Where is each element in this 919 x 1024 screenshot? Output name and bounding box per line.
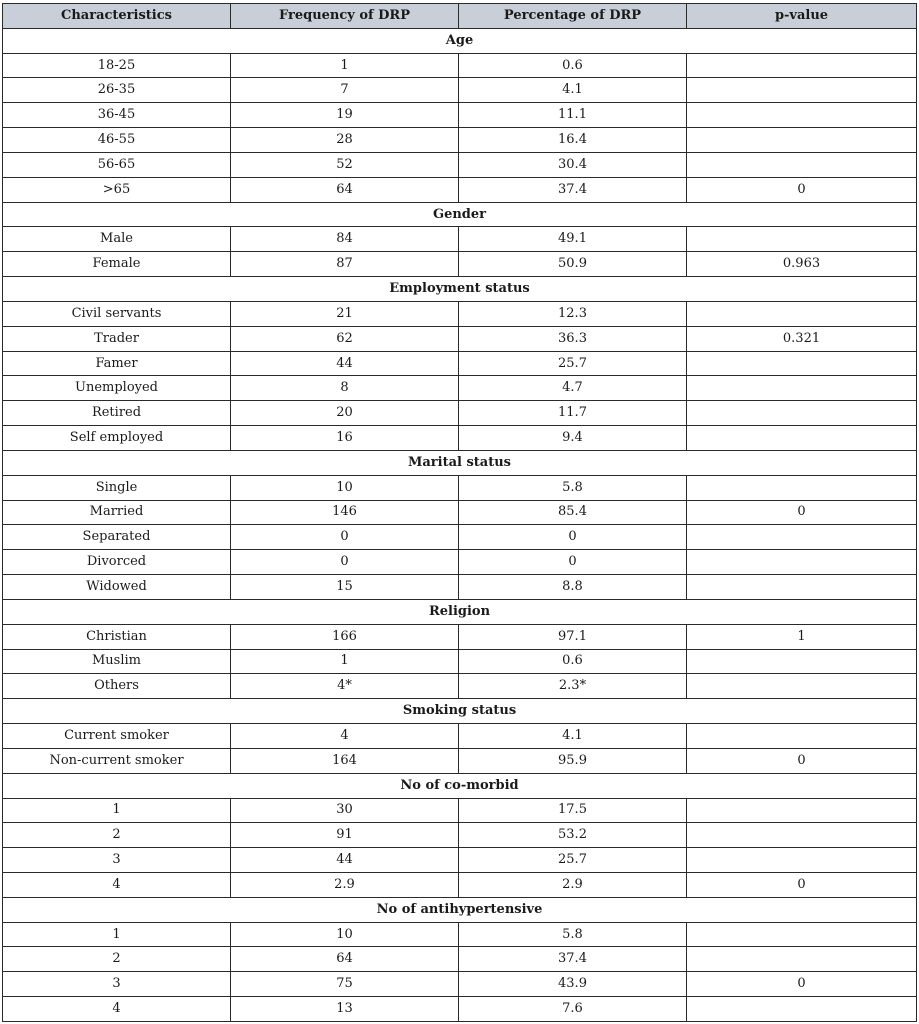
cell-frequency: 4*: [231, 674, 459, 699]
cell-frequency: 164: [231, 748, 459, 773]
cell-characteristic: Self employed: [3, 426, 231, 451]
cell-characteristic: >65: [3, 177, 231, 202]
cell-percentage: 97.1: [459, 624, 687, 649]
cell-percentage: 2.9: [459, 872, 687, 897]
section-row: [3, 202, 917, 227]
table-row: [3, 426, 917, 451]
section-row: [3, 28, 917, 53]
table-row: [3, 326, 917, 351]
cell-p-value: [687, 550, 917, 575]
cell-characteristic: Trader: [3, 326, 231, 351]
cell-characteristic: 26-35: [3, 78, 231, 103]
table-row: [3, 550, 917, 575]
cell-p-value: [687, 227, 917, 252]
table-header: [3, 4, 917, 29]
cell-frequency: 7: [231, 78, 459, 103]
header-p-value: p-value: [687, 4, 917, 29]
section-title: Smoking status: [3, 699, 917, 724]
cell-p-value: [687, 798, 917, 823]
cell-p-value: [687, 103, 917, 128]
cell-percentage: 53.2: [459, 823, 687, 848]
cell-percentage: 85.4: [459, 500, 687, 525]
cell-frequency: 64: [231, 177, 459, 202]
cell-characteristic: Current smoker: [3, 724, 231, 749]
section-title: Age: [3, 28, 917, 53]
section-title: No of antihypertensive: [3, 897, 917, 922]
cell-characteristic: Male: [3, 227, 231, 252]
table-row: [3, 500, 917, 525]
table-row: [3, 401, 917, 426]
cell-characteristic: Female: [3, 252, 231, 277]
cell-percentage: 25.7: [459, 848, 687, 873]
cell-p-value: 0: [687, 972, 917, 997]
section-row: [3, 897, 917, 922]
cell-percentage: 0: [459, 550, 687, 575]
cell-characteristic: Separated: [3, 525, 231, 550]
section-title: Employment status: [3, 277, 917, 302]
cell-characteristic: Civil servants: [3, 301, 231, 326]
cell-p-value: [687, 674, 917, 699]
header-frequency: Frequency of DRP: [231, 4, 459, 29]
table-row: [3, 748, 917, 773]
table-row: [3, 128, 917, 153]
cell-percentage: 4.7: [459, 376, 687, 401]
cell-percentage: 8.8: [459, 575, 687, 600]
cell-characteristic: Non-current smoker: [3, 748, 231, 773]
cell-frequency: 75: [231, 972, 459, 997]
cell-characteristic: 3: [3, 972, 231, 997]
cell-frequency: 2.9: [231, 872, 459, 897]
cell-p-value: [687, 301, 917, 326]
section-row: [3, 450, 917, 475]
cell-characteristic: Others: [3, 674, 231, 699]
cell-p-value: [687, 475, 917, 500]
cell-percentage: 49.1: [459, 227, 687, 252]
cell-frequency: 19: [231, 103, 459, 128]
cell-characteristic: Divorced: [3, 550, 231, 575]
cell-percentage: 0.6: [459, 649, 687, 674]
cell-p-value: [687, 53, 917, 78]
section-row: [3, 773, 917, 798]
cell-percentage: 2.3*: [459, 674, 687, 699]
cell-characteristic: Single: [3, 475, 231, 500]
cell-percentage: 30.4: [459, 152, 687, 177]
table-row: [3, 103, 917, 128]
cell-characteristic: Unemployed: [3, 376, 231, 401]
cell-p-value: [687, 78, 917, 103]
table-row: [3, 177, 917, 202]
cell-characteristic: 2: [3, 823, 231, 848]
cell-p-value: 0: [687, 500, 917, 525]
cell-characteristic: Widowed: [3, 575, 231, 600]
cell-frequency: 1: [231, 53, 459, 78]
cell-p-value: [687, 724, 917, 749]
cell-p-value: [687, 525, 917, 550]
table-row: [3, 972, 917, 997]
cell-frequency: 13: [231, 997, 459, 1022]
cell-characteristic: Retired: [3, 401, 231, 426]
cell-p-value: [687, 947, 917, 972]
cell-frequency: 146: [231, 500, 459, 525]
cell-percentage: 11.1: [459, 103, 687, 128]
header-row: [3, 4, 917, 29]
cell-percentage: 0: [459, 525, 687, 550]
table-row: [3, 252, 917, 277]
cell-p-value: 0: [687, 748, 917, 773]
cell-p-value: [687, 922, 917, 947]
cell-frequency: 0: [231, 525, 459, 550]
drp-characteristics-table: [2, 3, 917, 1022]
cell-frequency: 28: [231, 128, 459, 153]
cell-frequency: 44: [231, 848, 459, 873]
table-row: [3, 301, 917, 326]
section-title: No of co-morbid: [3, 773, 917, 798]
table-row: [3, 947, 917, 972]
cell-frequency: 91: [231, 823, 459, 848]
cell-p-value: [687, 426, 917, 451]
cell-p-value: 0.963: [687, 252, 917, 277]
table-row: [3, 674, 917, 699]
cell-frequency: 30: [231, 798, 459, 823]
cell-frequency: 166: [231, 624, 459, 649]
section-row: [3, 277, 917, 302]
cell-characteristic: Married: [3, 500, 231, 525]
cell-p-value: [687, 152, 917, 177]
cell-p-value: [687, 128, 917, 153]
cell-p-value: 0.321: [687, 326, 917, 351]
cell-characteristic: 46-55: [3, 128, 231, 153]
cell-percentage: 95.9: [459, 748, 687, 773]
cell-frequency: 10: [231, 475, 459, 500]
table-row: [3, 724, 917, 749]
section-row: [3, 599, 917, 624]
cell-p-value: 1: [687, 624, 917, 649]
cell-p-value: [687, 649, 917, 674]
section-title: Gender: [3, 202, 917, 227]
cell-frequency: 84: [231, 227, 459, 252]
cell-p-value: 0: [687, 177, 917, 202]
cell-characteristic: Famer: [3, 351, 231, 376]
cell-frequency: 20: [231, 401, 459, 426]
table-row: [3, 649, 917, 674]
cell-frequency: 8: [231, 376, 459, 401]
cell-p-value: 0: [687, 872, 917, 897]
table-row: [3, 152, 917, 177]
cell-frequency: 0: [231, 550, 459, 575]
cell-percentage: 4.1: [459, 724, 687, 749]
cell-percentage: 7.6: [459, 997, 687, 1022]
cell-frequency: 64: [231, 947, 459, 972]
cell-characteristic: 36-45: [3, 103, 231, 128]
table-row: [3, 227, 917, 252]
cell-p-value: [687, 575, 917, 600]
cell-frequency: 10: [231, 922, 459, 947]
cell-percentage: 17.5: [459, 798, 687, 823]
cell-frequency: 4: [231, 724, 459, 749]
cell-p-value: [687, 401, 917, 426]
section-row: [3, 699, 917, 724]
table-row: [3, 78, 917, 103]
table-row: [3, 997, 917, 1022]
cell-characteristic: 1: [3, 922, 231, 947]
cell-p-value: [687, 848, 917, 873]
cell-percentage: 9.4: [459, 426, 687, 451]
section-title: Religion: [3, 599, 917, 624]
table-row: [3, 475, 917, 500]
table-body: [3, 28, 917, 1021]
cell-p-value: [687, 351, 917, 376]
cell-p-value: [687, 997, 917, 1022]
cell-percentage: 0.6: [459, 53, 687, 78]
cell-frequency: 16: [231, 426, 459, 451]
table-row: [3, 798, 917, 823]
table-row: [3, 848, 917, 873]
cell-percentage: 12.3: [459, 301, 687, 326]
cell-percentage: 16.4: [459, 128, 687, 153]
cell-characteristic: 1: [3, 798, 231, 823]
table-row: [3, 351, 917, 376]
table-row: [3, 376, 917, 401]
table-row: [3, 872, 917, 897]
table-row: [3, 53, 917, 78]
cell-percentage: 36.3: [459, 326, 687, 351]
cell-characteristic: Christian: [3, 624, 231, 649]
cell-characteristic: 3: [3, 848, 231, 873]
cell-percentage: 37.4: [459, 947, 687, 972]
cell-percentage: 5.8: [459, 475, 687, 500]
cell-characteristic: 56-65: [3, 152, 231, 177]
cell-characteristic: 2: [3, 947, 231, 972]
table-row: [3, 575, 917, 600]
cell-percentage: 43.9: [459, 972, 687, 997]
cell-percentage: 11.7: [459, 401, 687, 426]
cell-frequency: 15: [231, 575, 459, 600]
header-characteristics: Characteristics: [3, 4, 231, 29]
cell-p-value: [687, 376, 917, 401]
cell-frequency: 1: [231, 649, 459, 674]
cell-frequency: 44: [231, 351, 459, 376]
cell-frequency: 62: [231, 326, 459, 351]
cell-characteristic: 18-25: [3, 53, 231, 78]
cell-characteristic: Muslim: [3, 649, 231, 674]
cell-characteristic: 4: [3, 872, 231, 897]
cell-characteristic: 4: [3, 997, 231, 1022]
cell-frequency: 21: [231, 301, 459, 326]
table-row: [3, 922, 917, 947]
header-percentage: Percentage of DRP: [459, 4, 687, 29]
section-title: Marital status: [3, 450, 917, 475]
table-row: [3, 823, 917, 848]
cell-p-value: [687, 823, 917, 848]
cell-percentage: 25.7: [459, 351, 687, 376]
cell-frequency: 87: [231, 252, 459, 277]
cell-percentage: 4.1: [459, 78, 687, 103]
cell-percentage: 37.4: [459, 177, 687, 202]
cell-percentage: 50.9: [459, 252, 687, 277]
table-row: [3, 525, 917, 550]
cell-frequency: 52: [231, 152, 459, 177]
table-row: [3, 624, 917, 649]
cell-percentage: 5.8: [459, 922, 687, 947]
